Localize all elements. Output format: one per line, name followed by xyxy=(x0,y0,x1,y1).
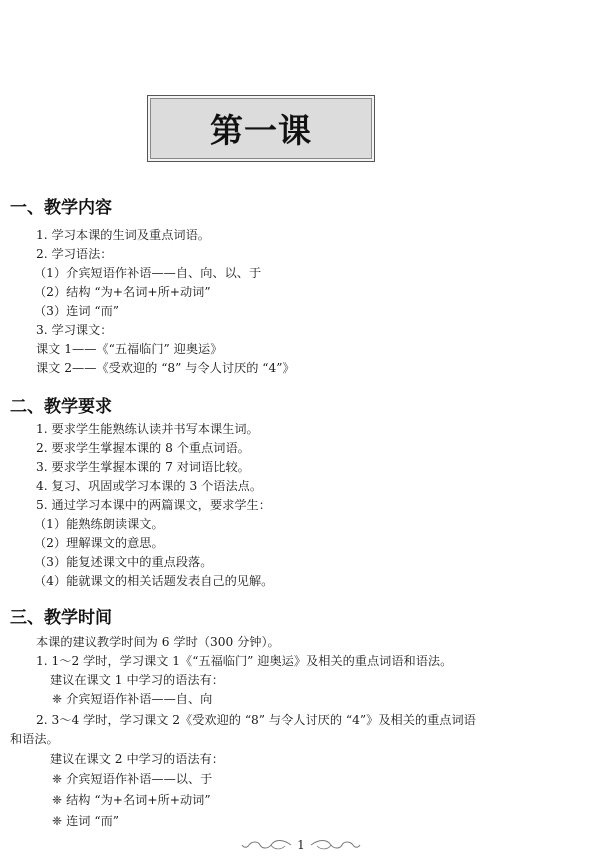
left-ornament-icon xyxy=(241,837,293,853)
content-line: 建议在课文 1 中学习的语法有： xyxy=(50,673,224,687)
content-line: （3）能复述课文中的重点段落。 xyxy=(34,555,213,569)
page-number: 1 xyxy=(297,838,305,852)
right-ornament-icon xyxy=(309,837,361,853)
content-line: 1. 要求学生能熟练认读并书写本课生词。 xyxy=(36,422,259,436)
content-line: （3）连词 “而” xyxy=(34,304,120,318)
page-footer xyxy=(228,835,374,855)
section-heading-teaching-time: 三、教学时间 xyxy=(10,608,112,628)
content-line: 5. 通过学习本课中的两篇课文，要求学生： xyxy=(36,498,271,512)
content-line: 建议在课文 2 中学习的语法有： xyxy=(50,752,224,766)
content-line: （1）介宾短语作补语——自、向、以、于 xyxy=(34,266,262,280)
bullet-line: ❈ 连词 “而” xyxy=(52,814,119,828)
content-line: 1. 学习本课的生词及重点词语。 xyxy=(36,228,210,242)
bullet-line: ❈ 介宾短语作补语——自、向 xyxy=(52,692,213,706)
section-heading-teaching-content: 一、教学内容 xyxy=(10,198,112,218)
lesson-title-box xyxy=(147,95,375,162)
content-line: 1. 1～2 学时，学习课文 1《“五福临门” 迎奥运》及相关的重点词语和语法。 xyxy=(36,654,453,668)
lesson-title: 第一课 xyxy=(210,111,312,150)
content-line: 2. 3～4 学时，学习课文 2《受欢迎的 “8” 与令人讨厌的 “4”》及相关的重点词语 xyxy=(36,713,476,727)
bullet-line: ❈ 介宾短语作补语——以、于 xyxy=(52,772,213,786)
content-line: 3. 要求学生掌握本课的 7 对词语比较。 xyxy=(36,460,250,474)
content-line: （2）理解课文的意思。 xyxy=(34,536,164,550)
content-line: （4）能就课文的相关话题发表自己的见解。 xyxy=(34,574,274,588)
content-line: （1）能熟练朗读课文。 xyxy=(34,517,164,531)
content-line: 2. 要求学生掌握本课的 8 个重点词语。 xyxy=(36,441,250,455)
content-line: 课文 2——《受欢迎的 “8” 与令人讨厌的 “4”》 xyxy=(36,361,295,375)
content-line: 4. 复习、巩固或学习本课的 3 个语法点。 xyxy=(36,479,263,493)
content-line: 3. 学习课文： xyxy=(36,323,113,337)
content-line: 2. 学习语法： xyxy=(36,247,113,261)
content-line: 课文 1——《“五福临门” 迎奥运》 xyxy=(36,342,223,356)
content-line: （2）结构 “为+名词+所+动词” xyxy=(34,285,211,299)
content-line: 和语法。 xyxy=(10,732,59,746)
section-heading-teaching-requirements: 二、教学要求 xyxy=(10,397,112,417)
bullet-line: ❈ 结构 “为+名词+所+动词” xyxy=(52,793,211,807)
content-line: 本课的建议教学时间为 6 学时（300 分钟）。 xyxy=(36,635,280,649)
